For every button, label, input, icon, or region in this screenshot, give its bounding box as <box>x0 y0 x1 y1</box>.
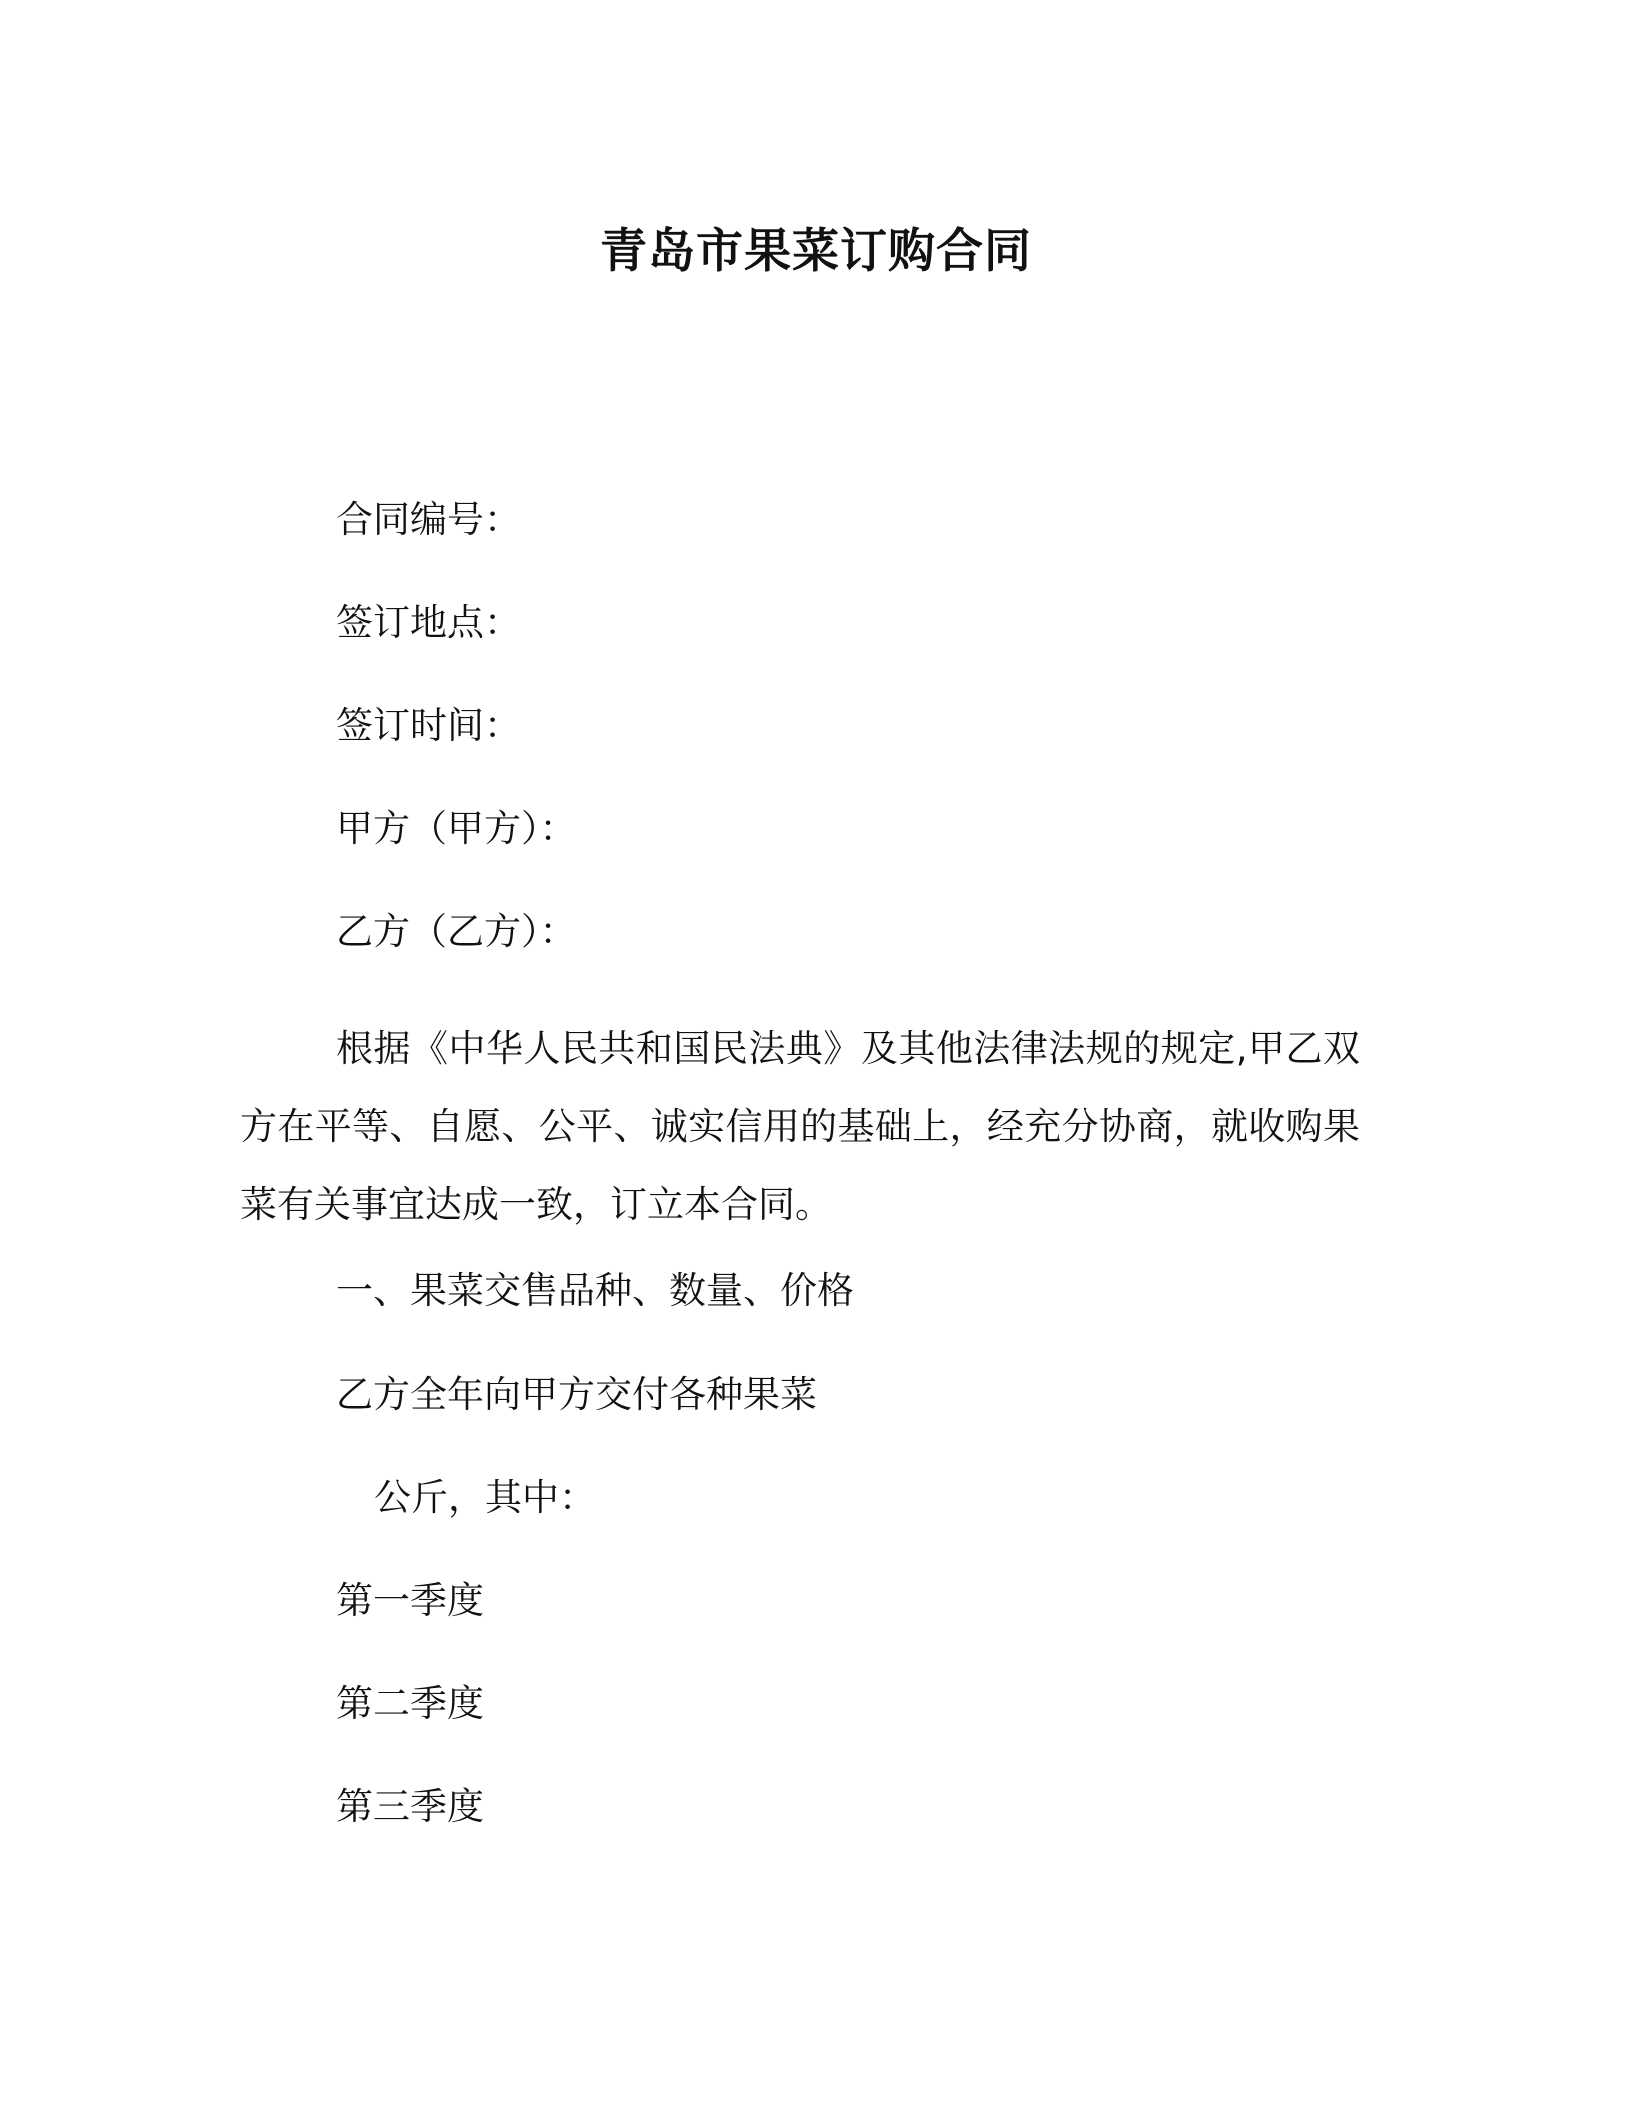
quarter-2-label: 第二季度 <box>336 1682 484 1725</box>
quarter-1-label: 第一季度 <box>336 1579 484 1622</box>
field-party-b: 乙方（乙方）： <box>336 910 577 953</box>
field-contract-number: 合同编号： <box>336 498 521 541</box>
preamble-paragraph: 根据《中华人民共和国民法典》及其他法律法规的规定,甲乙双方在平等、自愿、公平、诚实信用的基础上，经充分协商，就收购果菜有关事宜达成一致，订立本合同。 <box>240 1027 1360 1226</box>
section-line-annual-delivery: 乙方全年向甲方交付各种果菜 <box>336 1373 817 1416</box>
section-line-kg: 公斤，其中： <box>374 1476 596 1519</box>
quarter-3-label: 第三季度 <box>336 1785 484 1828</box>
field-sign-time: 签订时间： <box>336 704 521 747</box>
field-sign-place: 签订地点： <box>336 601 521 644</box>
document-title: 青岛市果菜订购合同 <box>600 224 1032 279</box>
section-heading: 一、果菜交售品种、数量、价格 <box>336 1269 854 1312</box>
field-party-a: 甲方（甲方）： <box>336 807 577 850</box>
